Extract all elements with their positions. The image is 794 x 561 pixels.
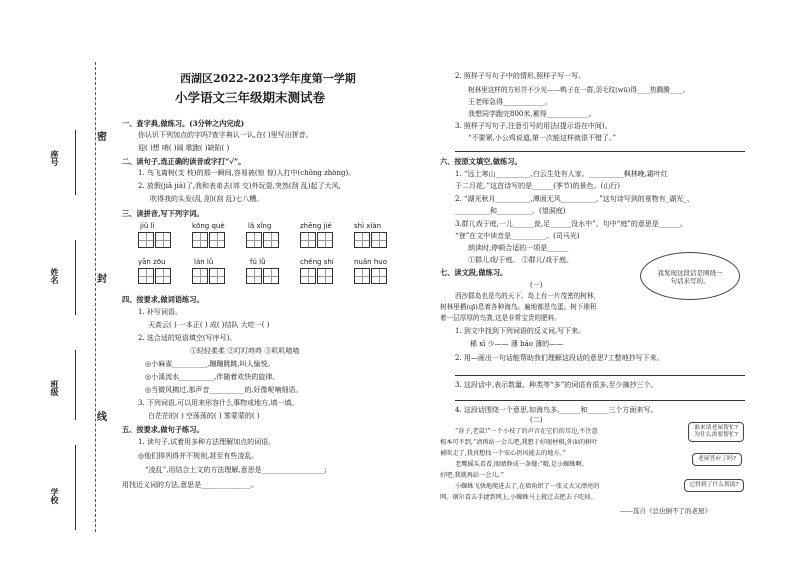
passage2-line4: 老鹰摇头看看,眼睛睁成一条缝:“哦,是小蜘蛛啊。: [455, 461, 588, 468]
section5-q1-sentence: ◎他们排列得并不规则,甚至有些凌乱。: [138, 452, 259, 460]
section7-title: 七、读文段,做练习。: [440, 268, 508, 277]
passage1-line1: 西沙群岛也是鸟的天下。岛上有一片茂密的树林,: [455, 292, 596, 300]
section4-q1: 1. 补写词语。: [138, 308, 182, 316]
pinyin-label: shì xiàn: [354, 222, 382, 230]
answer-line[interactable]: [455, 151, 745, 152]
comment-box-2: 谁来请老屋帮忙?为什么需要帮忙?: [688, 422, 744, 442]
section5-title: 五、按要求,做句子练习。: [122, 425, 204, 434]
right-q2-blank1[interactable]: 王老师急得____________。: [468, 98, 552, 106]
passage2-line5: 好吧,我就再站一会儿。”: [440, 472, 504, 479]
pinyin-label: fú lǚ: [250, 258, 266, 266]
seal-char-feng: 封: [97, 274, 107, 285]
section6-q1[interactable]: 1. “远上寒山__________,白云生处有人家。__________枫林晚,霜叶红: [455, 170, 668, 178]
seat-number-label: 座号: [50, 150, 60, 166]
char-box[interactable]: [138, 268, 154, 284]
section6-q3[interactable]: 3.群儿戏于庭,一儿______瓮,足______没水中”。句中“庭”的意思是______。: [455, 220, 687, 228]
char-box[interactable]: [138, 232, 154, 248]
char-box[interactable]: [317, 268, 333, 284]
section2-title: 二、读句子,选正确的读音或字打“√”。: [122, 157, 246, 166]
right-q3: 3. 照样子写句子,注意引号的用法(提示语在中间)。: [455, 122, 612, 130]
section6-q3-pron[interactable]: “登”在文中读音是__________。(司马光): [455, 232, 580, 240]
section6-title: 六、按原文填空,做练习。: [440, 157, 522, 166]
section1-items[interactable]: 迎( )想 哨( )阔 歌跑( )缺陷( ): [138, 144, 230, 152]
right-q2-example: 树林里这样的方形并不少见——鸭子在一群,羽毛纹(wū)得____热腾腾____。: [468, 86, 690, 94]
char-box[interactable]: [192, 232, 208, 248]
section4-q2-b[interactable]: ◎小溪流水__________,伴随着欢快的旋律。: [145, 373, 280, 381]
name-label: 姓名: [50, 268, 60, 284]
section6-q2[interactable]: 2. “湖光秋月__________,潭面无风__________。”这句诗写到的景物有_湖光_、: [455, 195, 694, 203]
passage2-source: ——选自《总也倒不了的老屋》: [620, 507, 711, 515]
seal-char-xian: 线: [97, 412, 107, 423]
section4-q1-items[interactable]: 天高云( ) 一本正( ) 成( )结队 大吃一( ): [148, 321, 270, 329]
passage2-line1: “谷子,老鼠!”一个小枝了的声音在它们的耳边,不注意: [455, 428, 598, 435]
char-box[interactable]: [354, 268, 370, 284]
section4-q2-options: ①轻轻柔柔 ②叮叮咚咚 ③叽叽喳喳: [190, 347, 300, 355]
answer-line[interactable]: [455, 375, 745, 376]
section3-title: 三、读拼音,写下列字词。: [122, 209, 204, 218]
char-box[interactable]: [263, 268, 279, 284]
passage2-line3: 被吹走了,我真想找一个安心扔风能去的地方。”: [440, 450, 566, 457]
exam-title-line2: 小学语文三年级期末测试卷: [175, 90, 326, 105]
section5-q1: 1. 读句子,试着用多种方法理解加点的词语。: [138, 438, 276, 446]
section5-q1-answer2[interactable]: 用找近义词的方法,意思是______________。: [122, 481, 258, 489]
passage1-q2: 2. 用—画出一句话能帮助我们理解这段话的意思?工整地抄写下来。: [455, 354, 664, 362]
passage1-heading: (一): [530, 281, 543, 289]
passage1-q3: 3. 这段话中,表示数量、种类等“多”的词语有很多,至少摘抄三个。: [455, 381, 658, 389]
passage1-line2: 树林里栖(qī)息着各种海鸟。遍地都是鸟蛋。树下堆积: [440, 303, 597, 311]
passage2-line7: 网。钢尔看去手捷到网上,小蜘蛛马上就迁去把去子吃掉。: [440, 494, 597, 501]
school-line[interactable]: [75, 445, 76, 530]
pinyin-label: jiǔ lì: [140, 222, 155, 230]
seal-char-mi: 密: [97, 132, 107, 143]
section4-title: 四、按要求,做词语练习。: [122, 295, 204, 304]
section6-q2-cont[interactable]: __________和__________。(望洞庭): [455, 207, 566, 215]
char-box[interactable]: [209, 232, 225, 248]
section4-q2-a[interactable]: ◎小麻雀__________,蹦蹦跳跳,叫人愉悦。: [145, 360, 275, 368]
seal-line: [95, 62, 96, 532]
comment-box-4: 它得到了什么帮助?: [684, 479, 744, 492]
section1-title: 一、查字典,做练习。(3分钟之内完成): [122, 119, 245, 128]
char-box[interactable]: [354, 232, 370, 248]
section5-q1-answer1[interactable]: “凌乱”,用结合上文的方法理解,意思是__________________;: [145, 466, 327, 474]
pinyin-label: lǎ xǐng: [248, 222, 272, 230]
pinyin-label: lán lǜ: [194, 258, 214, 266]
section6-q1-cont[interactable]: 于二月花。”这首诗写的是______(季节)的景色。(山行): [455, 182, 621, 190]
seat-number-line[interactable]: [75, 130, 76, 195]
passage2-line6: 小蜘蛛飞快地爬进去了,在墙角织了一张又大又漂亮的: [455, 483, 600, 490]
pinyin-label: zhēng jié: [300, 222, 332, 230]
passage2-heading: (二): [530, 416, 543, 424]
char-box[interactable]: [371, 268, 387, 284]
char-box[interactable]: [246, 232, 262, 248]
pinyin-label: yān zōu: [138, 258, 166, 266]
section2-item2[interactable]: 2. 放假(jiǎ jià)了,我和表弟去(郊 交)外玩耍,突然(刮 乱)起了大风,: [138, 182, 341, 190]
school-label: 学校: [50, 488, 60, 504]
char-box[interactable]: [209, 268, 225, 284]
name-line[interactable]: [75, 240, 76, 315]
passage2-line2: 根本可不到,“请再站一会儿吧,我想于好眼材棋,外面的树叶: [440, 439, 598, 446]
char-box[interactable]: [317, 232, 333, 248]
answer-line[interactable]: [455, 400, 745, 401]
char-box[interactable]: [155, 268, 171, 284]
pinyin-label: chéng shí: [300, 258, 334, 266]
section2-item1[interactable]: 1. 鸟飞离树(支 枝)的那一瞬间,容易被(惊 惊)人打中(chōng zhòng)。: [138, 169, 356, 177]
char-box[interactable]: [371, 232, 387, 248]
section4-q3: 3. 下列词语,可以用来形容什么事物或地方,填一填。: [138, 399, 299, 407]
section1-instruction: 你认识下列加点的字吗?查字典认一认,在( )里写出拼音。: [138, 131, 313, 139]
section4-q3-items[interactable]: 白茫茫的( ) 空荡荡的( ) 雾蒙蒙的( ): [148, 412, 260, 420]
class-line[interactable]: [75, 350, 76, 420]
char-box[interactable]: [246, 268, 262, 284]
right-q2-blank2[interactable]: 我想同学跑完800米,累得____________。: [468, 110, 596, 118]
class-label: 班级: [50, 380, 60, 396]
passage1-line3: 着一层厚厚的鸟粪,这是非常宝贵的肥料。: [440, 314, 561, 322]
section4-q2: 2. 选合适的短语填空(写序号)。: [138, 334, 237, 342]
char-box[interactable]: [300, 268, 316, 284]
exam-title-line1: 西湖区2022-2023学年度第一学期: [180, 72, 356, 85]
section4-q2-c[interactable]: ◎当微风拂过,那声音__________的,好像呢喃细语。: [145, 386, 303, 394]
section2-item2-cont[interactable]: 吹得我的头发(乱 刮)(刮 乱)七八糟。: [150, 195, 264, 203]
passage1-q1: 1. 到文中找到下列词语的反义词,写下来。: [455, 327, 586, 335]
right-q2: 2. 照样子写句子中的情形,照样子写一写。: [455, 72, 586, 80]
char-box[interactable]: [300, 232, 316, 248]
passage1-q1-items[interactable]: 稀 xī 少—— 薄 báo 薄的——: [470, 340, 564, 348]
section6-q3-pause[interactable]: 朗读时,停顿合适的一项是______: [468, 244, 569, 252]
comment-box-3: 老屋答应了吗?: [692, 453, 742, 466]
section6-q3-options[interactable]: ①群儿戏/于庭。 ②群儿/戏于庭。: [468, 256, 573, 264]
comment-bubble-1: 我发现这段话是围绕一句话来写的。: [640, 252, 740, 300]
pinyin-label: kōng què: [192, 222, 225, 230]
right-q3-example: “不要紧,小公鸡说道,第一次能这样就很不错了。”: [468, 134, 617, 142]
char-box[interactable]: [263, 232, 279, 248]
char-box[interactable]: [192, 268, 208, 284]
pinyin-label: nuǎn huo: [354, 258, 387, 266]
char-box[interactable]: [155, 232, 171, 248]
passage1-q4[interactable]: 4. 这段话围绕一个意思,如海鸟多,______和______三个方面来写。: [455, 406, 658, 414]
